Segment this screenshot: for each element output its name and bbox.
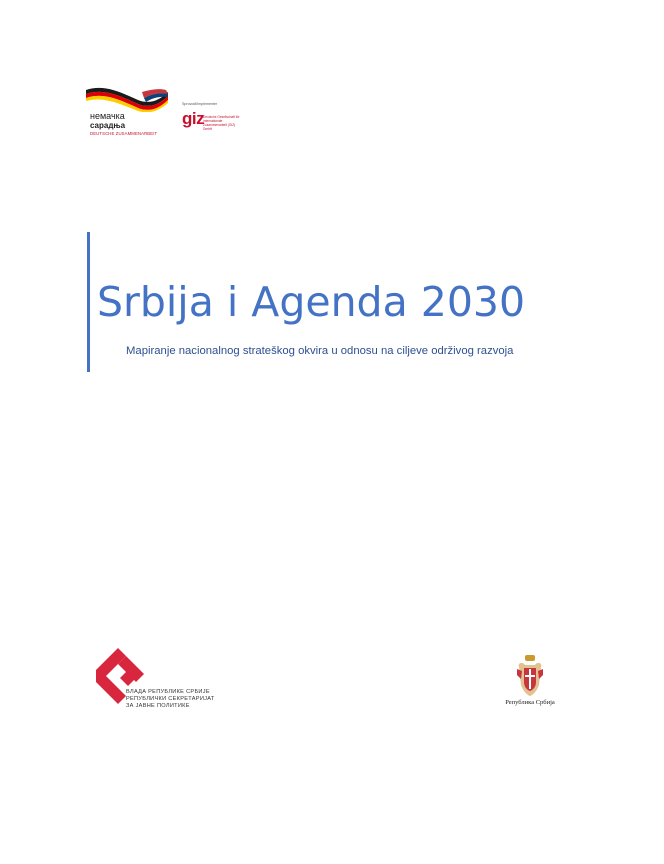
secretariat-text (126, 689, 215, 710)
flag-ribbon-icon (86, 86, 172, 112)
giz-subtitle: Deutsche Gesellschaft für Internationale Zusammenarbeit (GIZ) GmbH (203, 115, 240, 131)
secretariat-line3: ЗА ЈАВНЕ ПОЛИТИКЕ (126, 703, 190, 709)
secretariat-line1: ВЛАДА РЕПУБЛИКЕ СРБИЈЕ (126, 689, 210, 695)
secretariat-logo (96, 648, 236, 708)
secretariat-line2: РЕПУБЛИЧКИ СЕКРЕТАРИЈАТ (126, 696, 215, 702)
serbian-coat-of-arms-icon (517, 655, 543, 697)
giz-logo (182, 102, 252, 134)
german-cooperation-line2: сарадња (90, 121, 126, 130)
republic-caption: Република Србија (505, 699, 555, 706)
document-subtitle: Mapiranje nacionalnog strateškog okvira u odnosu na ciljeve održivog razvoja (126, 345, 514, 357)
german-cooperation-line1: немачка (90, 111, 125, 121)
giz-implemented-by: Sprovodi/Implementer (182, 102, 218, 106)
giz-wordmark: giz (182, 109, 205, 128)
german-cooperation-line3: DEUTSCHE ZUSAMMENARBEIT (90, 131, 158, 136)
document-title: Srbija i Agenda 2030 (97, 278, 526, 326)
republic-of-serbia-logo (500, 655, 560, 711)
german-cooperation-logo (86, 86, 176, 142)
title-accent-bar (87, 232, 90, 372)
